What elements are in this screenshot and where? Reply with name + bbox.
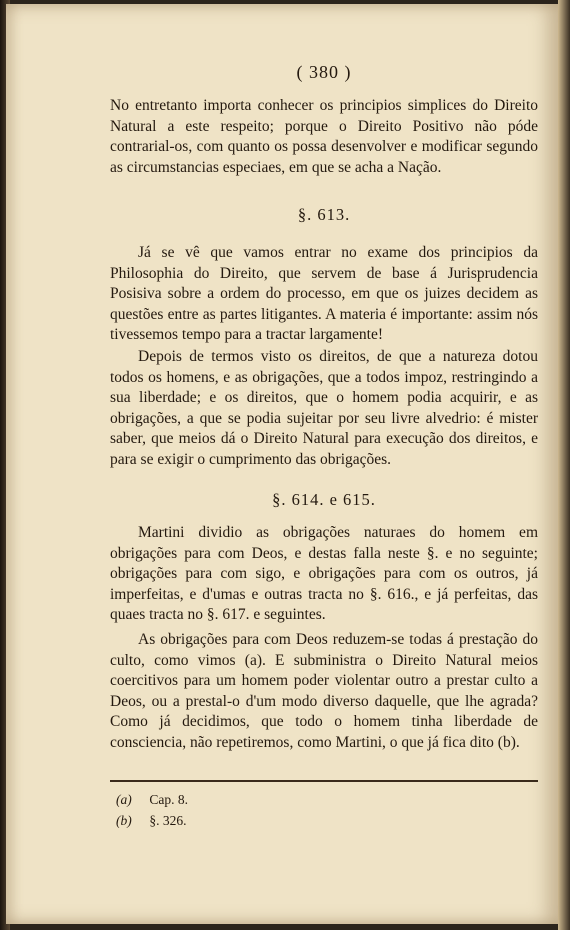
footnote-text: Cap. 8.: [149, 792, 188, 807]
page-number: ( 380 ): [296, 62, 352, 82]
paragraph-614-1: Martini dividio as obrigações naturaes do homem em obrigações para com Deos, e destas falla neste §. e no seguinte; obrigações para com sigo, e obrigações para com os outros, já imperfeitas, e d'umas e outras tracta no §. 616., e já perfeitas, das quaes tracta no §. 617. e seguintes.: [110, 524, 538, 623]
section-heading-613: §. 613.: [297, 205, 351, 224]
page-edge: [558, 0, 570, 930]
footnote-mark: (a): [116, 792, 132, 807]
intro-paragraph: No entretanto importa conhecer os principios simplices do Direito Natural a este respeito; porque o Direito Positivo não póde contrarial-os, com quanto os possa desenvolver e modificar segundo as circumstancias especiaes, em que se acha a Nação.: [110, 97, 538, 176]
footnote-b: [116, 812, 187, 830]
paragraph-613-2: Depois de termos visto os direitos, de que a natureza dotou todos os homens, e as obrigações, que a todos impoz, restringindo a sua liberdade; e os direitos, que o homem podia acquirir, e as obrigações, a que se podia sujeitar por seu livre alvedrio: é mister saber, que meios dá o Direito Natural para execução dos direitos, e para se exigir o cumprimento das obrigações.: [110, 348, 538, 468]
footnote-text: §. 326.: [149, 813, 187, 828]
footnote-a: [116, 791, 188, 809]
paragraph-613-1: Já se vê que vamos entrar no exame dos principios da Philosophia do Direito, que servem de base á Jurisprudencia Posisiva sobre a ordem do processo, em que os juizes decidem as questões entre as partes litigantes. A materia é importante: assim nós tivessemos tempo para a tractar largamente!: [110, 244, 538, 343]
section-heading-614-615: §. 614. e 615.: [272, 490, 376, 509]
footnote-divider: [110, 780, 538, 782]
footnote-mark: (b): [116, 813, 132, 828]
paragraph-614-2: As obrigações para com Deos reduzem-se todas á prestação do culto, como vimos (a). E subministra o Direito Natural meios coercitivos para um homem poder violentar outro a prestar culto a Deos, ou a prestal-o d'um modo diverso daquelle, que lhe agrada? Como já decidimos, que todo o homem tinha liberdade de consciencia, não repetiremos, como Martini, o que já fica dito (b).: [110, 631, 538, 751]
